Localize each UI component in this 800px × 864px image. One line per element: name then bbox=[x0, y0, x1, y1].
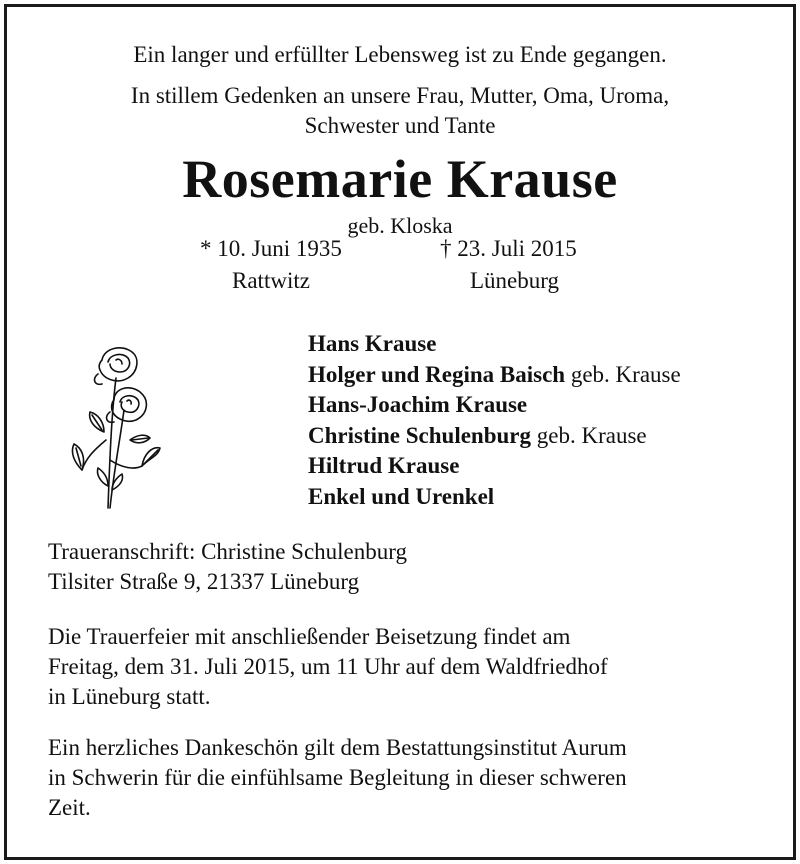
mourner-name: Hans Krause bbox=[308, 331, 437, 356]
birth-place: Rattwitz bbox=[232, 268, 310, 293]
maiden-name: geb. Kloska bbox=[347, 213, 453, 238]
address-line-2: Tilsiter Straße 9, 21337 Lüneburg bbox=[48, 569, 360, 594]
mourner-name: Christine Schulenburg bbox=[308, 422, 532, 448]
mourner-entry bbox=[308, 329, 681, 360]
mourner-name: Enkel und Urenkel bbox=[308, 483, 495, 509]
thanks-line-3: Zeit. bbox=[48, 795, 91, 820]
rose-icon bbox=[64, 340, 164, 515]
mourner-entry bbox=[308, 360, 681, 391]
mourner-name: Hiltrud Krause bbox=[308, 453, 460, 478]
mourner-name: Holger und Regina Baisch bbox=[308, 361, 566, 387]
death-place: Lüneburg bbox=[470, 268, 560, 293]
birth-date: * 10. Juni 1935 bbox=[200, 236, 342, 261]
mourner-name: Hans-Joachim Krause bbox=[308, 392, 528, 417]
mourner-suffix: geb. Krause bbox=[565, 361, 681, 387]
deceased-name: Rosemarie Krause bbox=[182, 149, 618, 209]
thanks-line-1: Ein herzliches Dankeschön gilt dem Bestattungsinstitut Aurum bbox=[48, 735, 627, 760]
mourner-entry bbox=[308, 451, 681, 482]
mourning-address bbox=[48, 537, 407, 597]
death-date: † 23. Juli 2015 bbox=[440, 236, 577, 261]
ceremony-line-1: Die Trauerfeier mit anschließender Beisetzung findet am bbox=[48, 624, 571, 649]
mourner-entry bbox=[308, 421, 681, 452]
intro-line-3: Schwester und Tante bbox=[304, 113, 496, 138]
mourner-entry bbox=[308, 390, 681, 421]
mourners-list bbox=[308, 329, 681, 512]
ceremony-info bbox=[48, 622, 608, 712]
intro-line-1: Ein langer und erfüllter Lebensweg ist zu Ende gegangen. bbox=[133, 42, 667, 67]
mourner-entry bbox=[308, 482, 681, 513]
intro-line-2: In stillem Gedenken an unsere Frau, Mutter, Oma, Uroma, bbox=[130, 83, 670, 108]
thanks-line-2: in Schwerin für die einfühlsame Begleitung in dieser schweren bbox=[48, 765, 627, 790]
thanks-note bbox=[48, 733, 627, 823]
ceremony-line-3: in Lüneburg statt. bbox=[48, 684, 211, 709]
ceremony-line-2: Freitag, dem 31. Juli 2015, um 11 Uhr auf dem Waldfriedhof bbox=[48, 654, 608, 679]
mourner-suffix: geb. Krause bbox=[531, 422, 647, 448]
address-line-1: Traueranschrift: Christine Schulenburg bbox=[48, 539, 408, 564]
